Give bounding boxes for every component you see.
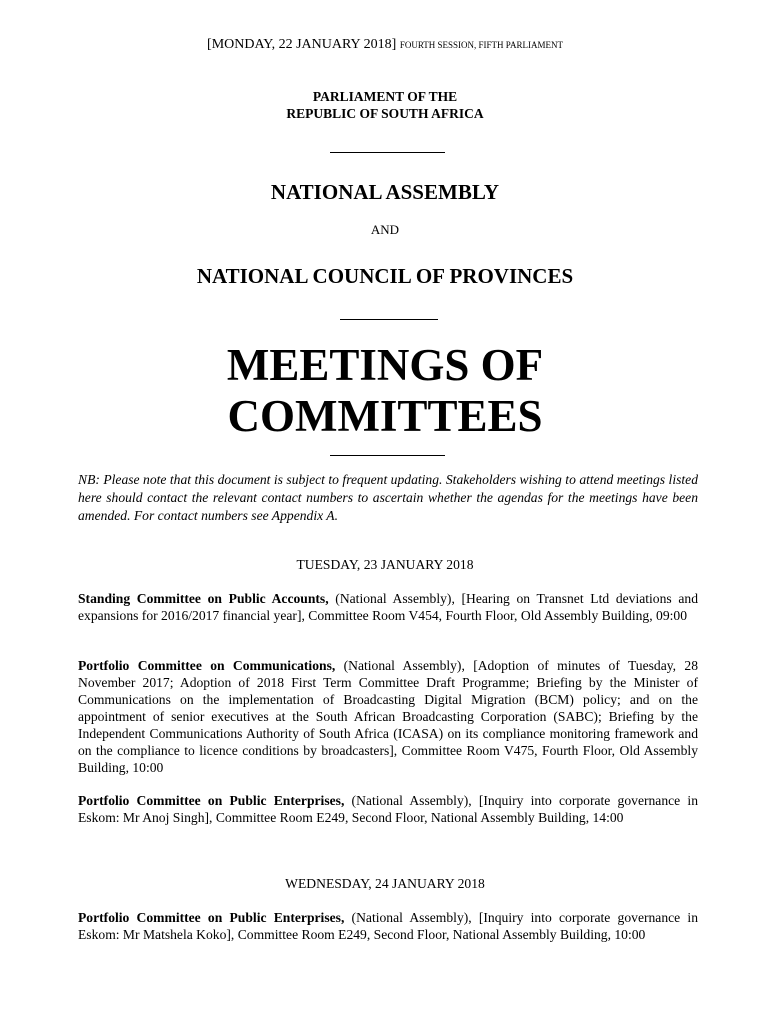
meeting-details: (National Assembly), [Adoption of minutes of Tuesday, 28 November 2017; Adoption of 2018 First Term Committee Draft Programme; Briefing by the Minister of Communications on the implementation of Broadcasting Digital Migration (BCM) policy; and on the appointment of senior executives at the South African Broadcasting Corporation (SABC); Briefing by the Independent Communications Authority of South Africa (ICASA) on its compliance monitoring framework and on the compliance to licence conditions by broadcasters], Committee Room V475, Fourth Floor, Old Assembly Building, 10:00 (78, 658, 698, 775)
parliament-line-1: PARLIAMENT OF THE (312, 89, 458, 104)
committee-name: Portfolio Committee on Communications, (78, 658, 336, 673)
page-header (0, 37, 770, 53)
meeting-entry (78, 792, 698, 826)
meeting-details: (National Assembly), [Inquiry into corporate governance in Eskom: Mr Anoj Singh], Committee Room E249, Second Floor, National Assembly Building, 14:00 (78, 793, 698, 825)
nb-note: NB: Please note that this document is subject to frequent updating. Stakeholders wishing to attend meetings listed here should contact the relevant contact numbers to ascertain whether the agendas for the meetings have been amended. For contact numbers see Appendix A. (78, 472, 698, 523)
committee-name: Portfolio Committee on Public Enterprises, (78, 910, 345, 925)
meeting-details: (National Assembly), [Hearing on Transnet Ltd deviations and expansions for 2016/2017 financial year], Committee Room V454, Fourth Floor, Old Assembly Building, 09:00 (78, 591, 698, 623)
header-date: [MONDAY, 22 JANUARY 2018] (207, 37, 397, 52)
meeting-details: (National Assembly), [Inquiry into corporate governance in Eskom: Mr Matshela Koko], Committee Room E249, Second Floor, National Assembly Building, 10:00 (78, 910, 698, 942)
divider-rule (340, 319, 438, 320)
day-heading: TUESDAY, 23 JANUARY 2018 (296, 557, 474, 572)
day-heading: WEDNESDAY, 24 JANUARY 2018 (285, 876, 485, 891)
meeting-entry (78, 590, 698, 624)
parliament-line-2: REPUBLIC OF SOUTH AFRICA (286, 106, 484, 121)
divider-rule (330, 152, 445, 153)
ncop-heading: NATIONAL COUNCIL OF PROVINCES (196, 264, 574, 288)
national-assembly-heading: NATIONAL ASSEMBLY (270, 180, 500, 204)
committee-name: Standing Committee on Public Accounts, (78, 591, 329, 606)
header-session: FOURTH SESSION, FIFTH PARLIAMENT (399, 40, 563, 50)
meeting-entry (78, 909, 698, 943)
title-line-2: COMMITTEES (227, 391, 543, 441)
divider-rule (330, 455, 445, 456)
document-title (0, 340, 770, 442)
title-line-1: MEETINGS OF (226, 340, 544, 390)
and-text: AND (370, 222, 400, 237)
committee-name: Portfolio Committee on Public Enterprises, (78, 793, 345, 808)
meeting-entry (78, 657, 698, 776)
parliament-heading (0, 88, 770, 122)
